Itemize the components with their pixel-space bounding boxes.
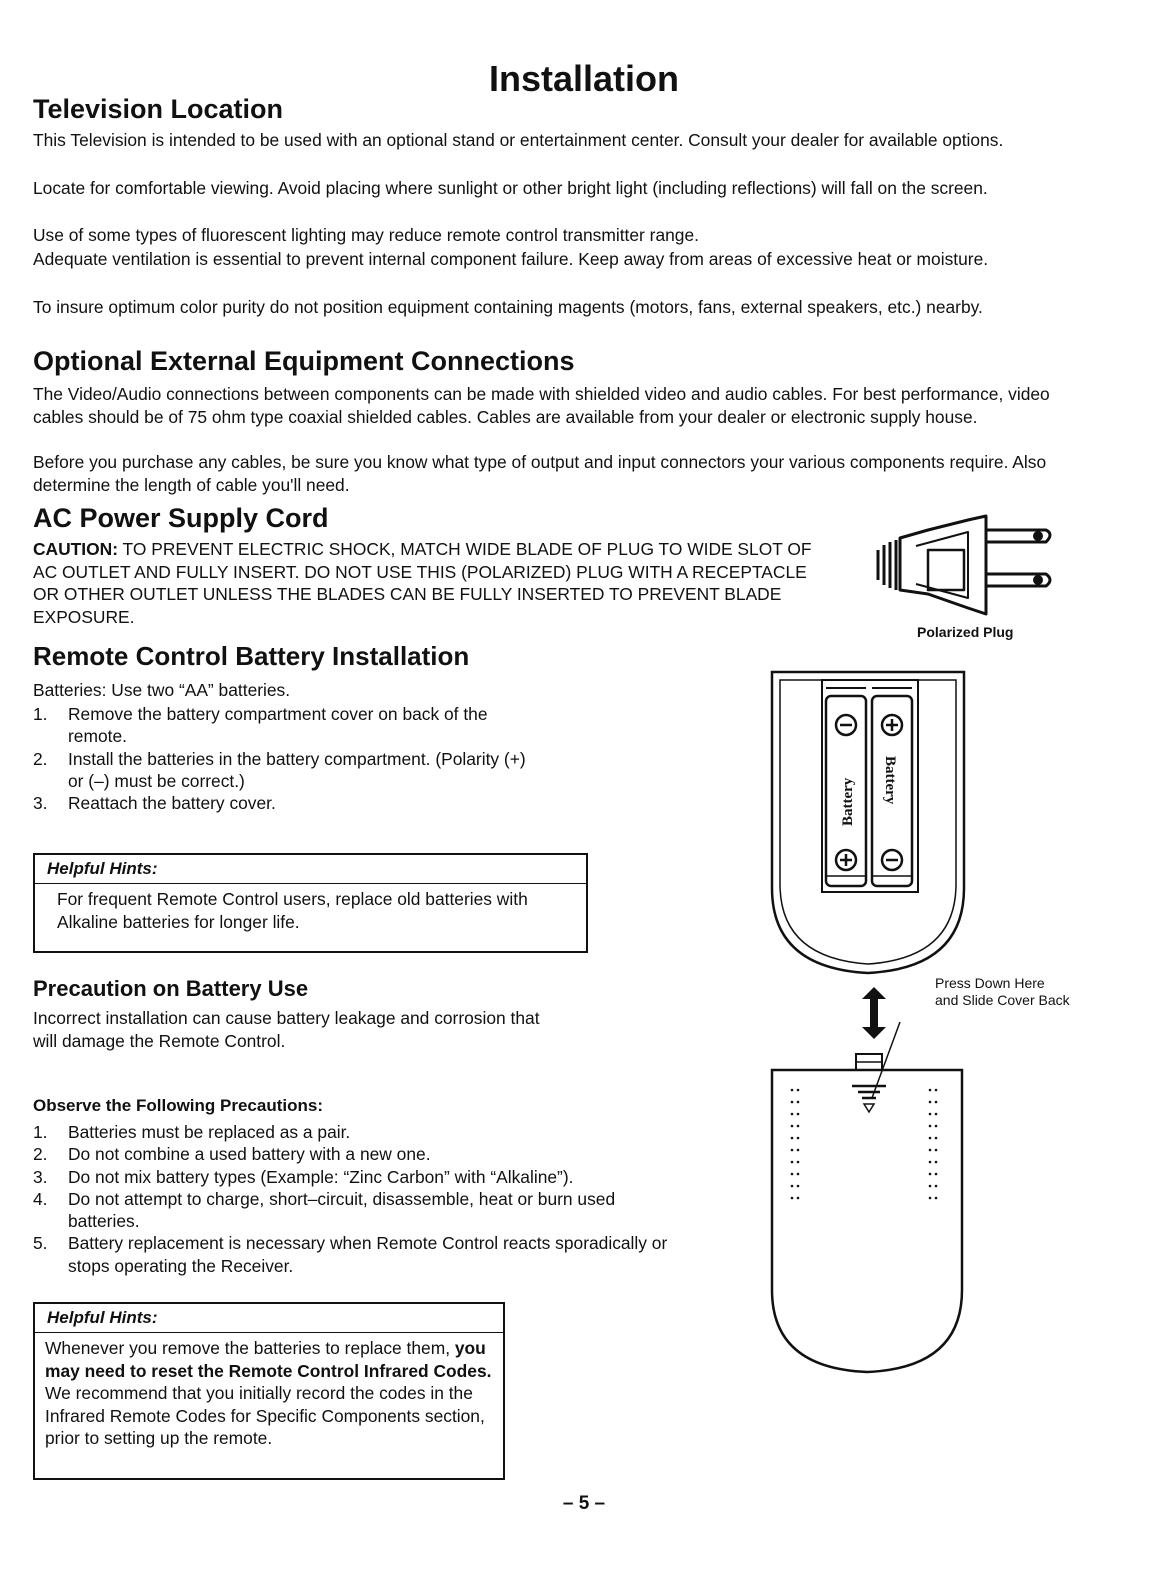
step-number: 2. bbox=[33, 1144, 48, 1165]
hint-title: Helpful Hints: bbox=[35, 855, 586, 884]
battery-install-heading: Remote Control Battery Installation bbox=[33, 641, 470, 671]
precaution-steps bbox=[33, 1121, 688, 1277]
tv-location-paragraph-5: To insure optimum color purity do not position equipment containing magents (motors, fans, external speakers, etc.) nearby. bbox=[33, 297, 983, 317]
step-number: 5. bbox=[33, 1233, 48, 1254]
tv-location-heading: Television Location bbox=[33, 94, 284, 124]
plug-caption: Polarized Plug bbox=[917, 624, 1014, 640]
hint-text-part-1: Whenever you remove the batteries to replace them, bbox=[45, 1338, 455, 1358]
page-number: – 5 – bbox=[562, 1493, 606, 1514]
battery-cover-illustration bbox=[760, 1010, 975, 1382]
page-title: Installation bbox=[488, 58, 680, 99]
step-text: Do not mix battery types (Example: “Zinc Carbon” with “Alkaline”). bbox=[68, 1166, 574, 1187]
helpful-hints-box-2 bbox=[33, 1302, 505, 1480]
list-item bbox=[33, 703, 528, 748]
step-text: Battery replacement is necessary when Remote Control reacts sporadically or stops operating the Receiver. bbox=[68, 1233, 668, 1276]
hint-text-part-2: We recommend that you initially record the codes in the Infrared Remote Codes for Specific Components section, prior to setting up the remote. bbox=[45, 1383, 485, 1448]
remote-battery-compartment-illustration bbox=[760, 668, 975, 988]
hint-title: Helpful Hints: bbox=[35, 1304, 503, 1333]
step-number: 4. bbox=[33, 1188, 48, 1209]
step-text: Remove the battery compartment cover on back of the remote. bbox=[68, 704, 488, 747]
step-number: 1. bbox=[33, 1122, 48, 1142]
list-item bbox=[33, 1121, 688, 1143]
precaution-text: Incorrect installation can cause battery leakage and corrosion that will damage the Remote Control. bbox=[33, 1008, 540, 1051]
step-number: 3. bbox=[33, 1166, 48, 1187]
cover-caption: Press Down Here and Slide Cover Back bbox=[935, 975, 1070, 1008]
external-equipment-paragraph-1: The Video/Audio connections between components can be made with shielded video and audio cables. For best performance, video cables should be of 75 ohm type coaxial shielded cables. Cables are available from your dealer or electronic supply house. bbox=[33, 384, 1050, 427]
battery-label-left: Battery bbox=[840, 777, 856, 826]
external-equipment-paragraph-2: Before you purchase any cables, be sure you know what type of output and input connectors your various components require. Also determine the length of cable you'll need. bbox=[33, 452, 1047, 495]
step-number: 1. bbox=[33, 704, 48, 724]
tv-location-paragraph-3: Use of some types of fluorescent lighting may reduce remote control transmitter range. bbox=[33, 225, 699, 245]
ac-power-heading: AC Power Supply Cord bbox=[33, 503, 329, 533]
step-text: Batteries must be replaced as a pair. bbox=[68, 1122, 351, 1142]
battery-intro: Batteries: Use two “AA” batteries. bbox=[33, 680, 291, 700]
list-item bbox=[33, 1166, 688, 1188]
step-number: 2. bbox=[33, 748, 48, 769]
hint-body: For frequent Remote Control users, replace old batteries with Alkaline batteries for longer life. bbox=[57, 889, 528, 932]
tv-location-paragraph-2: Locate for comfortable viewing. Avoid placing where sunlight or other bright light (including reflections) will fall on the screen. bbox=[33, 178, 988, 198]
helpful-hints-box-1 bbox=[33, 853, 588, 953]
caution-text: TO PREVENT ELECTRIC SHOCK, MATCH WIDE BLADE OF PLUG TO WIDE SLOT OF AC OUTLET AND FULLY INSERT. DO NOT USE THIS (POLARIZED) PLUG WITH A RECEPTACLE OR OTHER OUTLET UNLESS THE BLADES CAN BE FULLY INSERTED TO PREVENT BLADE EXPOSURE. bbox=[33, 539, 812, 627]
list-item bbox=[33, 1143, 688, 1165]
precaution-heading: Precaution on Battery Use bbox=[33, 976, 309, 1001]
observe-heading: Observe the Following Precautions: bbox=[33, 1096, 323, 1115]
external-equipment-heading: Optional External Equipment Connections bbox=[33, 346, 575, 376]
battery-install-steps bbox=[33, 703, 528, 814]
step-text: Install the batteries in the battery compartment. (Polarity (+) or (–) must be correct.) bbox=[68, 748, 526, 791]
step-text: Do not combine a used battery with a new one. bbox=[68, 1144, 431, 1165]
tv-location-paragraph-1: This Television is intended to be used with an optional stand or entertainment center. Consult your dealer for available options. bbox=[33, 130, 1004, 150]
hint-body bbox=[35, 1333, 503, 1452]
list-item bbox=[33, 1188, 688, 1233]
step-text: Do not attempt to charge, short–circuit, disassemble, heat or burn used batteries. bbox=[68, 1188, 616, 1232]
list-item bbox=[33, 1232, 688, 1277]
step-text: Reattach the battery cover. bbox=[68, 793, 276, 814]
tv-location-paragraph-4: Adequate ventilation is essential to prevent internal component failure. Keep away from areas of excessive heat or moisture. bbox=[33, 249, 989, 269]
battery-label-right: Battery bbox=[882, 756, 898, 805]
ac-power-caution bbox=[33, 538, 833, 628]
caution-label: CAUTION: bbox=[33, 539, 119, 559]
hint-text-bold: you may need to reset the Remote Control Infrared Codes. bbox=[45, 1338, 492, 1381]
polarized-plug-illustration bbox=[868, 510, 1058, 620]
list-item bbox=[33, 792, 528, 814]
list-item bbox=[33, 748, 528, 793]
step-number: 3. bbox=[33, 793, 48, 814]
